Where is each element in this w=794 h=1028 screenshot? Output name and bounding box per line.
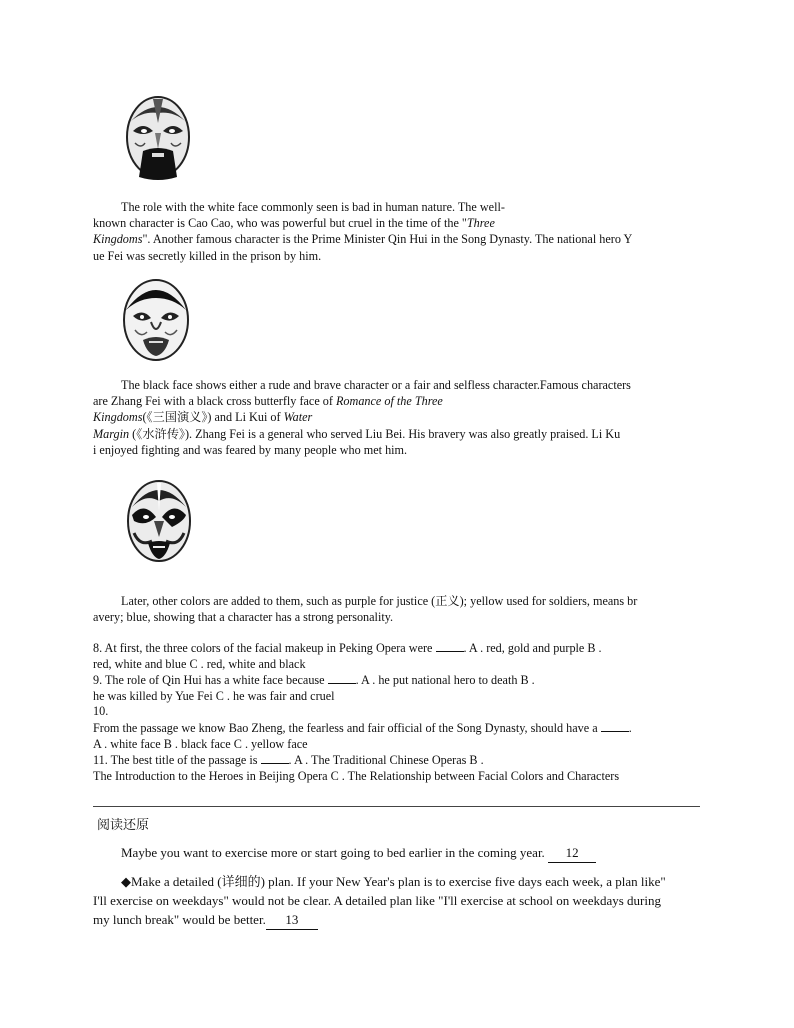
other-colors-paragraph: [93, 593, 705, 625]
question-10-stem: From the passage we know Bao Zheng, the fearless and fair official of the Song Dynasty, should have a: [93, 720, 598, 735]
patterned-face-mask-image: [124, 477, 194, 565]
question-11-options-a-b: . A . The Traditional Chinese Operas B .: [288, 753, 484, 768]
black-face-line-5: i enjoyed fighting and was feared by many people who met him.: [93, 442, 408, 457]
questions-block: [93, 640, 705, 784]
black-face-line-4-text: (《水浒传》). Zhang Fei is a general who served Liu Bei. His bravery was also greatly praised. Li Ku: [129, 426, 621, 441]
question-9-options-a-b: . A . he put national hero to death B .: [355, 673, 535, 688]
book-title-three: Three: [466, 216, 495, 231]
section-2-p2-line-3-text: my lunch break" would be better.: [93, 912, 266, 927]
section-2-line-1: [93, 843, 705, 863]
section-2-line-1-text: Maybe you want to exercise more or start going to bed earlier in the coming year.: [121, 845, 545, 860]
question-8-options-a-b: . A . red, gold and purple B .: [463, 641, 602, 655]
question-8-line-1: [93, 640, 705, 657]
black-face-mask-drawing: [121, 276, 191, 364]
white-face-line-2: [93, 215, 705, 231]
white-face-line-3-text: ". Another famous character is the Prime Minister Qin Hui in the Song Dynasty. The national hero Y: [142, 232, 633, 247]
question-8-line-2: red, white and blue C . red, white and black: [93, 656, 306, 671]
blank-13: 13: [266, 910, 318, 930]
white-face-line-3: [93, 231, 705, 247]
book-title-water: Water: [283, 410, 313, 425]
section-2-paragraph-2: [93, 872, 705, 930]
question-11-stem: 11. The best title of the passage is: [93, 753, 258, 768]
section-2-p2-line-3: [93, 910, 705, 930]
answer-blank: [328, 672, 356, 684]
white-face-line-4: ue Fei was secretly killed in the prison by him.: [93, 248, 322, 263]
white-face-mask-drawing: [123, 93, 193, 181]
question-11-line-2: The Introduction to the Heroes in Beijing Opera C . The Relationship between Facial Colors and Characters: [93, 768, 620, 783]
white-face-line-1: The role with the white face commonly seen is bad in human nature. The well-: [121, 200, 505, 214]
other-colors-line-2: avery; blue, showing that a character has a strong personality.: [93, 610, 394, 625]
book-title-romance: Romance of the Three: [335, 394, 443, 409]
question-10-line-2: A . white face B . black face C . yellow face: [93, 736, 308, 751]
section-divider: [93, 806, 700, 807]
section-2-paragraph-1: [93, 843, 705, 863]
black-face-line-3-text: (《三国演义》) and Li Kui of: [142, 410, 284, 425]
section-2-p2-line-1: ◆Make a detailed (详细的) plan. If your New Year's plan is to exercise five days each week, a plan like": [121, 874, 666, 889]
section-2-title: 阅读还原: [97, 817, 150, 832]
question-10-number: 10.: [93, 704, 109, 719]
book-title-kingdoms: Kingdoms: [93, 232, 143, 247]
question-9-line-2: he was killed by Yue Fei C . he was fair and cruel: [93, 688, 335, 703]
black-face-line-4: [93, 426, 705, 442]
question-8-stem: 8. At first, the three colors of the facial makeup in Peking Opera were: [93, 641, 433, 655]
black-face-line-1: The black face shows either a rude and brave character or a fair and selfless character.Famous characters: [121, 378, 631, 392]
section-2-p2-line-2: I'll exercise on weekdays" would not be clear. A detailed plan like "I'll exercise at school on weekdays during: [93, 893, 661, 908]
question-10-period: .: [628, 720, 632, 735]
book-title-kingdoms-2: Kingdoms: [93, 410, 143, 425]
blank-12: 12: [548, 843, 596, 863]
black-face-paragraph: [93, 377, 705, 458]
white-face-mask-image: [123, 93, 193, 181]
answer-blank: [601, 720, 629, 732]
black-face-line-2: [93, 393, 705, 409]
question-11-line-1: [93, 752, 705, 769]
question-10-line-1: [93, 720, 705, 737]
other-colors-line-1: Later, other colors are added to them, such as purple for justice (正义); yellow used for soldiers, means br: [121, 594, 638, 608]
question-9-line-1: [93, 672, 705, 689]
black-face-mask-image: [121, 276, 191, 364]
answer-blank: [436, 640, 464, 652]
white-face-line-2-text: known character is Cao Cao, who was powerful but cruel in the time of the ": [93, 216, 467, 231]
question-9-stem: 9. The role of Qin Hui has a white face because: [93, 673, 325, 688]
black-face-line-3: [93, 409, 705, 425]
white-face-paragraph: [93, 199, 705, 264]
patterned-face-mask-drawing: [124, 477, 194, 565]
book-title-margin: Margin: [93, 426, 130, 441]
answer-blank: [261, 752, 289, 764]
black-face-line-2-text: are Zhang Fei with a black cross butterfly face of: [93, 394, 336, 409]
